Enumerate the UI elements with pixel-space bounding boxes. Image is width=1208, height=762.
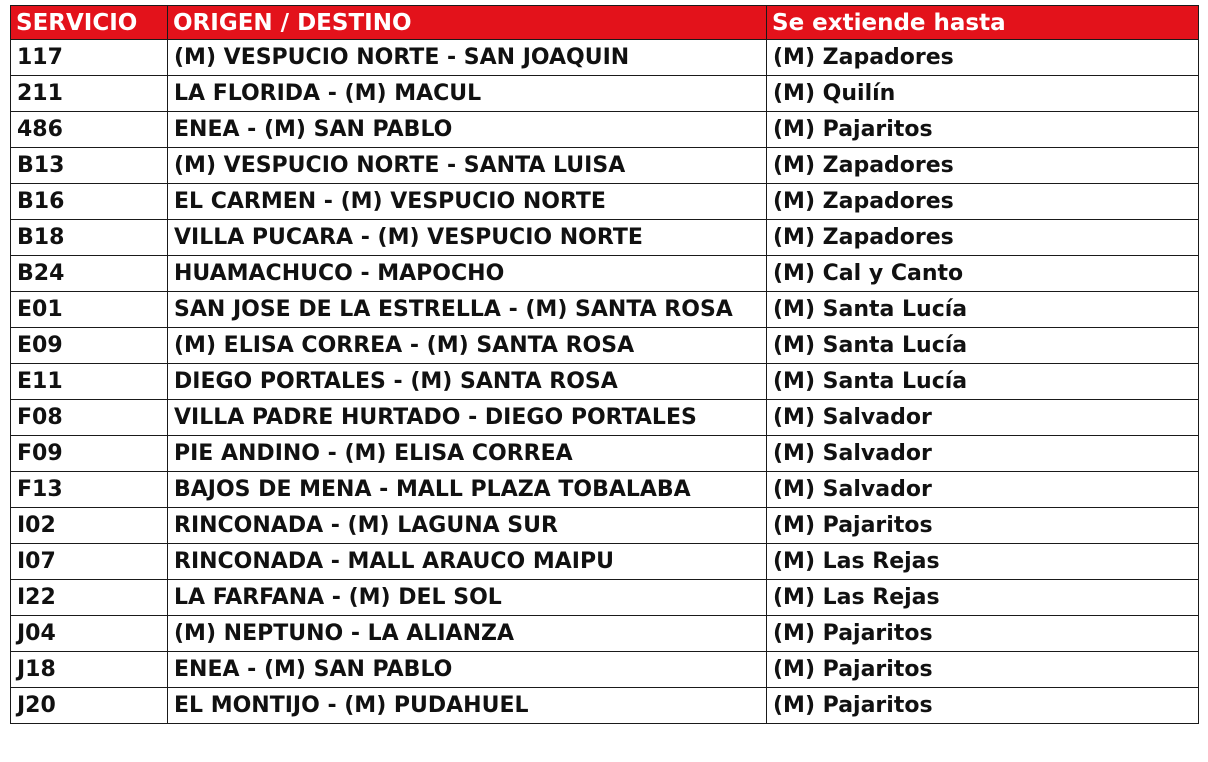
cell-se-extiende-hasta: (M) Zapadores (767, 148, 1199, 184)
cell-se-extiende-hasta: (M) Pajaritos (767, 508, 1199, 544)
cell-origen-destino: VILLA PUCARA - (M) VESPUCIO NORTE (168, 220, 767, 256)
cell-origen-destino: (M) NEPTUNO - LA ALIANZA (168, 616, 767, 652)
cell-se-extiende-hasta: (M) Las Rejas (767, 580, 1199, 616)
table-row (11, 256, 1199, 292)
cell-servicio: B16 (11, 184, 168, 220)
table-row (11, 40, 1199, 76)
cell-origen-destino: DIEGO PORTALES - (M) SANTA ROSA (168, 364, 767, 400)
table-row (11, 508, 1199, 544)
cell-servicio: F09 (11, 436, 168, 472)
cell-servicio: F13 (11, 472, 168, 508)
table-row (11, 364, 1199, 400)
cell-servicio: 211 (11, 76, 168, 112)
cell-se-extiende-hasta: (M) Zapadores (767, 40, 1199, 76)
table-row (11, 436, 1199, 472)
cell-se-extiende-hasta: (M) Pajaritos (767, 616, 1199, 652)
cell-se-extiende-hasta: (M) Zapadores (767, 220, 1199, 256)
cell-se-extiende-hasta: (M) Zapadores (767, 184, 1199, 220)
cell-origen-destino: LA FARFANA - (M) DEL SOL (168, 580, 767, 616)
cell-origen-destino: RINCONADA - (M) LAGUNA SUR (168, 508, 767, 544)
table-header (11, 6, 1199, 40)
cell-servicio: I07 (11, 544, 168, 580)
cell-origen-destino: EL MONTIJO - (M) PUDAHUEL (168, 688, 767, 724)
cell-servicio: B24 (11, 256, 168, 292)
table-row (11, 184, 1199, 220)
cell-origen-destino: (M) VESPUCIO NORTE - SAN JOAQUIN (168, 40, 767, 76)
cell-servicio: 486 (11, 112, 168, 148)
cell-se-extiende-hasta: (M) Salvador (767, 400, 1199, 436)
cell-se-extiende-hasta: (M) Pajaritos (767, 112, 1199, 148)
cell-origen-destino: VILLA PADRE HURTADO - DIEGO PORTALES (168, 400, 767, 436)
table-row (11, 328, 1199, 364)
cell-origen-destino: ENEA - (M) SAN PABLO (168, 112, 767, 148)
table-row (11, 544, 1199, 580)
cell-servicio: E01 (11, 292, 168, 328)
table-row (11, 220, 1199, 256)
table-body (11, 40, 1199, 724)
cell-se-extiende-hasta: (M) Quilín (767, 76, 1199, 112)
header-servicio: SERVICIO (11, 6, 168, 40)
cell-origen-destino: (M) ELISA CORREA - (M) SANTA ROSA (168, 328, 767, 364)
cell-se-extiende-hasta: (M) Las Rejas (767, 544, 1199, 580)
header-origen-destino: ORIGEN / DESTINO (168, 6, 767, 40)
cell-se-extiende-hasta: (M) Santa Lucía (767, 292, 1199, 328)
cell-servicio: E09 (11, 328, 168, 364)
cell-servicio: B13 (11, 148, 168, 184)
cell-se-extiende-hasta: (M) Santa Lucía (767, 328, 1199, 364)
services-table (10, 5, 1199, 724)
cell-origen-destino: BAJOS DE MENA - MALL PLAZA TOBALABA (168, 472, 767, 508)
table-row (11, 76, 1199, 112)
table-row (11, 112, 1199, 148)
table-row (11, 580, 1199, 616)
cell-se-extiende-hasta: (M) Salvador (767, 436, 1199, 472)
table-row (11, 688, 1199, 724)
cell-origen-destino: EL CARMEN - (M) VESPUCIO NORTE (168, 184, 767, 220)
cell-servicio: I02 (11, 508, 168, 544)
cell-servicio: 117 (11, 40, 168, 76)
cell-origen-destino: (M) VESPUCIO NORTE - SANTA LUISA (168, 148, 767, 184)
cell-origen-destino: PIE ANDINO - (M) ELISA CORREA (168, 436, 767, 472)
cell-se-extiende-hasta: (M) Pajaritos (767, 652, 1199, 688)
cell-se-extiende-hasta: (M) Cal y Canto (767, 256, 1199, 292)
cell-servicio: J04 (11, 616, 168, 652)
cell-origen-destino: SAN JOSE DE LA ESTRELLA - (M) SANTA ROSA (168, 292, 767, 328)
cell-origen-destino: RINCONADA - MALL ARAUCO MAIPU (168, 544, 767, 580)
table-row (11, 148, 1199, 184)
cell-servicio: B18 (11, 220, 168, 256)
cell-se-extiende-hasta: (M) Pajaritos (767, 688, 1199, 724)
table-row (11, 472, 1199, 508)
cell-servicio: J20 (11, 688, 168, 724)
cell-origen-destino: ENEA - (M) SAN PABLO (168, 652, 767, 688)
cell-servicio: J18 (11, 652, 168, 688)
table-row (11, 652, 1199, 688)
cell-servicio: F08 (11, 400, 168, 436)
table-row (11, 292, 1199, 328)
cell-origen-destino: LA FLORIDA - (M) MACUL (168, 76, 767, 112)
services-table-container (10, 5, 1198, 724)
cell-origen-destino: HUAMACHUCO - MAPOCHO (168, 256, 767, 292)
cell-servicio: E11 (11, 364, 168, 400)
table-row (11, 616, 1199, 652)
cell-servicio: I22 (11, 580, 168, 616)
cell-se-extiende-hasta: (M) Santa Lucía (767, 364, 1199, 400)
header-se-extiende-hasta: Se extiende hasta (767, 6, 1199, 40)
table-row (11, 400, 1199, 436)
header-row (11, 6, 1199, 40)
cell-se-extiende-hasta: (M) Salvador (767, 472, 1199, 508)
